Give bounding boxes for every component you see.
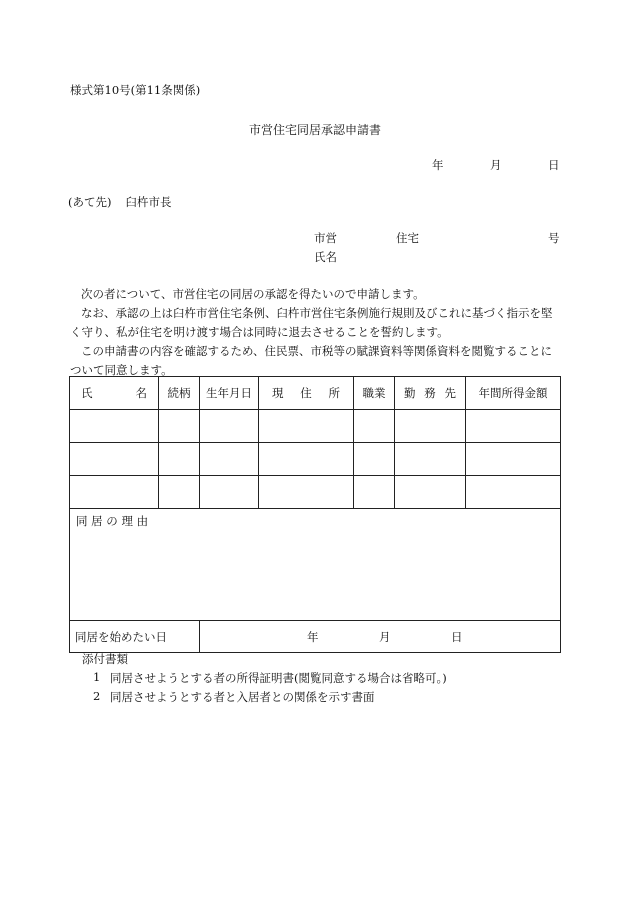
housing-suffix: 号 xyxy=(548,231,560,245)
statement-paragraph-1: 次の者について、市営住宅の同居の承認を得たいので申請します。 xyxy=(81,287,425,301)
table-row xyxy=(70,410,561,443)
cell-relationship[interactable] xyxy=(159,476,200,509)
header-workplace: 勤 務 先 xyxy=(395,377,466,410)
date-day-label: 日 xyxy=(548,158,560,172)
addressee-label: (あて先) xyxy=(68,195,112,209)
cell-birthdate[interactable] xyxy=(200,443,259,476)
cell-annual-income[interactable] xyxy=(466,410,561,443)
table-header-row xyxy=(70,377,561,410)
cell-annual-income[interactable] xyxy=(466,443,561,476)
cell-address[interactable] xyxy=(259,476,354,509)
table-row xyxy=(70,476,561,509)
addressee xyxy=(68,194,171,210)
attachment-number-2: 2 xyxy=(93,689,101,703)
cell-annual-income[interactable] xyxy=(466,476,561,509)
header-birthdate: 生年月日 xyxy=(200,377,259,410)
date-year-label: 年 xyxy=(432,158,444,172)
date-month-label: 月 xyxy=(490,158,502,172)
statement-text xyxy=(70,285,562,380)
cohabitant-table xyxy=(69,376,561,653)
cell-name[interactable] xyxy=(70,476,159,509)
cell-occupation[interactable] xyxy=(354,410,395,443)
cell-address[interactable] xyxy=(259,410,354,443)
statement-paragraph-2: なお、承認の上は臼杵市営住宅条例、臼杵市営住宅条例施行規則及びこれに基づく指示を堅く守り、私が住宅を明け渡す場合は同時に退去させることを誓約します。 xyxy=(70,306,553,339)
header-annual-income: 年間所得金額 xyxy=(466,377,561,410)
start-day-label: 日 xyxy=(451,630,463,644)
start-month-label: 月 xyxy=(379,630,391,644)
start-date-row xyxy=(70,621,561,653)
cell-occupation[interactable] xyxy=(354,476,395,509)
cell-address[interactable] xyxy=(259,443,354,476)
header-occupation: 職業 xyxy=(354,377,395,410)
cell-workplace[interactable] xyxy=(395,443,466,476)
attachment-text-2: 同居させようとする者と入居者との関係を示す書面 xyxy=(110,690,375,704)
addressee-name: 臼杵市長 xyxy=(125,195,172,209)
reason-label: 同 居 の 理 由 xyxy=(76,514,149,528)
cell-workplace[interactable] xyxy=(395,410,466,443)
table-row xyxy=(70,443,561,476)
cell-workplace[interactable] xyxy=(395,476,466,509)
housing-mid: 住宅 xyxy=(396,231,419,245)
applicant-name-label: 氏名 xyxy=(314,250,337,264)
cell-name[interactable] xyxy=(70,443,159,476)
start-date-value[interactable] xyxy=(200,621,561,653)
cell-birthdate[interactable] xyxy=(200,410,259,443)
attachment-text-1: 同居させようとする者の所得証明書(閲覧同意する場合は省略可。) xyxy=(110,671,447,685)
attachment-number-1: 1 xyxy=(93,670,101,684)
cell-name[interactable] xyxy=(70,410,159,443)
reason-cell[interactable] xyxy=(70,509,561,621)
header-name: 氏 名 xyxy=(70,377,159,410)
form-number: 様式第10号(第11条関係) xyxy=(70,83,201,97)
header-relationship: 続柄 xyxy=(159,377,200,410)
header-address: 現 住 所 xyxy=(259,377,354,410)
housing-prefix: 市営 xyxy=(314,231,337,245)
start-date-label: 同居を始めたい日 xyxy=(70,621,200,653)
start-year-label: 年 xyxy=(307,630,319,644)
cell-relationship[interactable] xyxy=(159,410,200,443)
statement-paragraph-3: この申請書の内容を確認するため、住民票、市税等の賦課資料等関係資料を閲覧することについて同意します。 xyxy=(70,344,553,377)
document-title: 市営住宅同居承認申請書 xyxy=(248,123,381,137)
reason-row xyxy=(70,509,561,621)
cell-birthdate[interactable] xyxy=(200,476,259,509)
cell-relationship[interactable] xyxy=(159,443,200,476)
attachments-title: 添付書類 xyxy=(82,652,128,666)
cell-occupation[interactable] xyxy=(354,443,395,476)
